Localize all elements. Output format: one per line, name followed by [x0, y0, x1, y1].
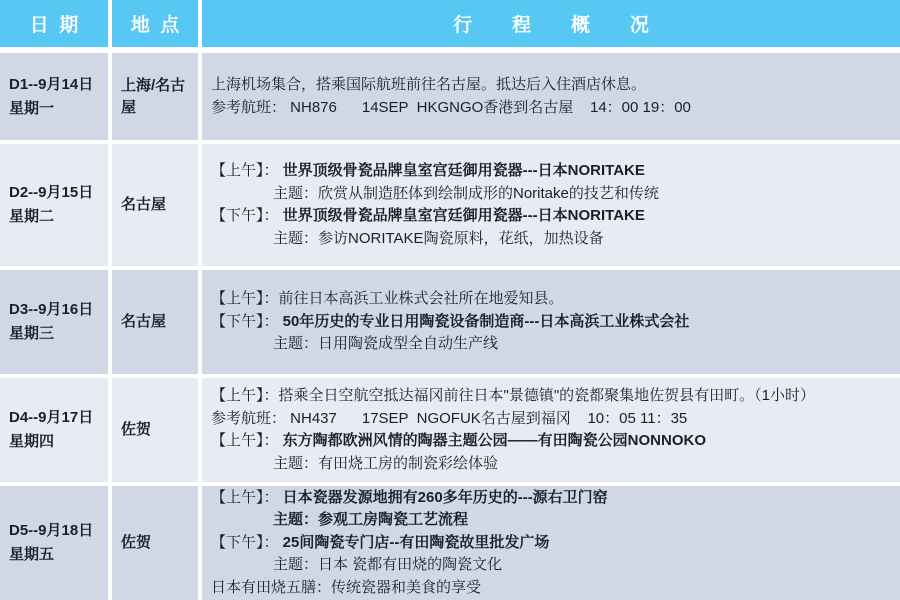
date-line-2: 星期四 [9, 433, 55, 450]
itinerary-highlight-text: 主题：参观工房陶瓷工艺流程 [273, 511, 469, 529]
location-cell [112, 270, 198, 374]
table-header-row [0, 0, 900, 47]
itinerary-text: 【上午】：前往日本高浜工业株式会社所在地爱知县。 [211, 290, 564, 308]
itinerary-line [211, 97, 892, 120]
itinerary-text: 参考航班： NH876 14SEP HKGNGO香港到名古屋 14：00 19：00 [211, 98, 691, 116]
itinerary-text: 【上午】： [211, 488, 283, 506]
itinerary-text: 【上午】： [211, 432, 283, 449]
date-line-1: D4--9月17日 [9, 409, 94, 426]
itinerary-cell [202, 144, 900, 266]
itinerary-text: 【下午】： [211, 533, 283, 551]
itinerary-line [211, 288, 892, 311]
itinerary-line [211, 532, 892, 555]
location-cell-text: 佐贺 [121, 534, 152, 551]
location-cell-text: 佐贺 [121, 421, 152, 438]
location-cell [112, 53, 198, 140]
date-cell [0, 53, 108, 140]
date-cell [0, 270, 108, 374]
date-cell [0, 486, 108, 600]
date-line-1: D3--9月16日 [9, 301, 94, 318]
table-row [0, 486, 900, 600]
date-cell [0, 144, 108, 266]
itinerary-line [211, 509, 892, 532]
itinerary-line [211, 228, 892, 251]
itinerary-line [211, 205, 892, 228]
itinerary-line [211, 311, 892, 334]
itinerary-line [211, 160, 892, 183]
itinerary-text: 【下午】： [211, 312, 283, 330]
itinerary-text: 主题：参访NORITAKE陶瓷原料，花纸，加热设备 [273, 229, 604, 247]
itinerary-highlight-text: 世界顶级骨瓷品牌皇室宫廷御用瓷器---日本NORITAKE [282, 162, 645, 179]
itinerary-text: 上海机场集合，搭乘国际航班前往名古屋。抵达后入住酒店休息。 [211, 76, 647, 93]
date-line-2: 星期三 [9, 325, 55, 342]
itinerary-line [211, 183, 892, 206]
itinerary-text: 主题：欣赏从制造胚体到绘制成形的Noritake的技艺和传统 [273, 184, 659, 202]
itinerary-cell [202, 270, 900, 374]
itinerary-cell [202, 378, 900, 482]
itinerary-text: 【下午】： [211, 207, 283, 224]
location-cell [112, 486, 198, 600]
itinerary-text: 【上午】：搭乘全日空航空抵达福冈前往日本"景德镇"的瓷都聚集地佐贺县有田町。（1小时） [211, 387, 815, 404]
header-cell-overview [202, 0, 900, 47]
itinerary-line [211, 577, 892, 600]
itinerary-line [211, 554, 892, 577]
location-cell-text: 名古屋 [121, 313, 167, 330]
itinerary-line [211, 333, 892, 356]
header-label-overview: 行程概况 [453, 15, 689, 36]
itinerary-highlight-text: 25间陶瓷专门店--有田陶瓷故里批发广场 [282, 533, 550, 551]
location-cell [112, 144, 198, 266]
itinerary-text: 参考航班： NH437 17SEP NGOFUK名古屋到福冈 10：05 11：35 [211, 409, 688, 427]
date-line-2: 星期二 [9, 208, 55, 225]
header-label-date: 日期 [29, 15, 89, 36]
itinerary-line [211, 453, 892, 476]
itinerary-line [211, 430, 892, 453]
table-body [0, 53, 900, 600]
location-cell-text: 名古屋 [121, 196, 167, 213]
itinerary-text: 日本有田烧五膳：传统瓷器和美食的享受 [211, 578, 482, 596]
table-row [0, 378, 900, 482]
itinerary-text: 主题：日本 瓷都有田烧的陶瓷文化 [273, 556, 503, 574]
date-line-1: D5--9月18日 [9, 522, 94, 539]
location-cell-text: 上海/名古屋 [121, 76, 186, 116]
header-cell-location [112, 0, 198, 47]
table-row [0, 53, 900, 140]
itinerary-cell [202, 53, 900, 140]
table-row [0, 144, 900, 266]
date-line-1: D2--9月15日 [9, 184, 94, 201]
date-line-1: D1--9月14日 [9, 75, 94, 93]
date-line-2: 星期一 [9, 99, 55, 117]
itinerary-highlight-text: 东方陶都欧洲风情的陶器主题公园——有田陶瓷公园NONNOKO [282, 432, 707, 449]
header-cell-date [0, 0, 108, 47]
itinerary-highlight-text: 日本瓷器发源地拥有260多年历史的---源右卫门窑 [282, 488, 608, 506]
location-cell [112, 378, 198, 482]
itinerary-text: 主题：有田烧工房的制瓷彩绘体验 [273, 454, 499, 472]
date-line-2: 星期五 [9, 546, 55, 563]
itinerary-text: 主题：日用陶瓷成型全自动生产线 [273, 335, 499, 353]
date-cell [0, 378, 108, 482]
itinerary-text: 【上午】： [211, 162, 283, 179]
itinerary-highlight-text: 世界顶级骨瓷品牌皇室宫廷御用瓷器---日本NORITAKE [282, 207, 645, 224]
itinerary-line [211, 74, 892, 97]
itinerary-cell [202, 486, 900, 600]
itinerary-line [211, 385, 892, 408]
header-label-location: 地点 [130, 15, 190, 36]
itinerary-line [211, 487, 892, 510]
table-row [0, 270, 900, 374]
itinerary-line [211, 408, 892, 431]
itinerary-highlight-text: 50年历史的专业日用陶瓷设备制造商---日本高浜工业株式会社 [282, 312, 690, 330]
